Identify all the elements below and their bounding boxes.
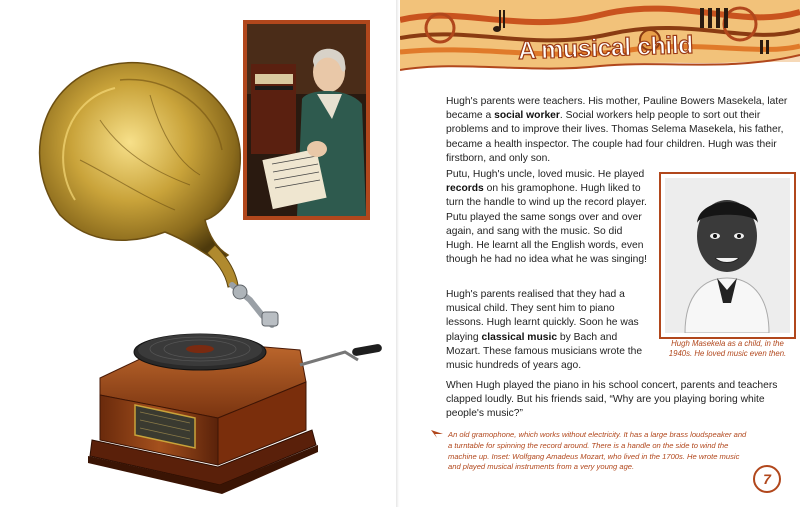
- paragraph-text: Hugh's parents were teachers. His mother, Pauline Bowers Masekela, later became a: [446, 96, 788, 122]
- left-page: [0, 0, 398, 507]
- hugh-photo-frame: [659, 172, 796, 339]
- glossary-term-social-worker: social worker: [494, 110, 560, 122]
- paragraph-text: by Bach and Mozart. These famous musicians wrote the music hundreds of years ago.: [446, 331, 643, 372]
- paragraph-text: on his gramophone. Hugh liked to turn the handle to wind up the record player. Putu played the same songs over and over again, and sang with the music. So did Hugh. He learnt all the English words, even though he had no idea what he was singing!: [446, 183, 647, 266]
- mozart-inset-frame: [243, 20, 370, 220]
- page-number: 7: [753, 465, 781, 493]
- paragraph-text: When Hugh played the piano in his school concert, parents and teachers clapped loudly. But his friends said, “Why are you playing boring white people's music?”: [446, 380, 778, 420]
- page-title: A musical child: [517, 30, 694, 66]
- paragraph-text: Hugh's parents realised that they had a musical child. They sent him to piano lessons. Hugh learnt quickly. Soon he was playing: [446, 289, 639, 343]
- paragraph-parents: [446, 95, 788, 166]
- glossary-term-classical-music: classical music: [481, 331, 558, 343]
- paragraph-uncle-putu: [446, 168, 650, 267]
- caption-arrow-icon: [430, 429, 444, 439]
- paragraph-piano-lessons: [446, 288, 650, 373]
- paragraph-text: Putu, Hugh's uncle, loved music. He played: [446, 169, 645, 180]
- glossary-term-records: records: [446, 183, 484, 195]
- gramophone-caption: An old gramophone, which works without electricity. It has a large brass loudspeaker and a turntable for spinning the record around. There is a handle on the side to wind the machine up. Inset: Wolfgang Amadeus Mozart, who lived in the 1700s. He wrote music and played musical instruments from a very young age.: [448, 430, 747, 472]
- paragraph-text: . Social workers help people to sort out their problems and to improve their lives. Thomas Selema Masekela, his father, became a health inspector. The couple had four children. Hugh was their firstborn, and only son.: [446, 110, 784, 164]
- right-page: [400, 0, 800, 507]
- hugh-child-photo: [665, 178, 790, 333]
- paragraph-school-concert: [446, 379, 786, 422]
- mozart-portrait-image: [247, 24, 366, 216]
- hugh-photo-caption: Hugh Masekela as a child, in the 1940s. He loved music even then.: [668, 339, 787, 358]
